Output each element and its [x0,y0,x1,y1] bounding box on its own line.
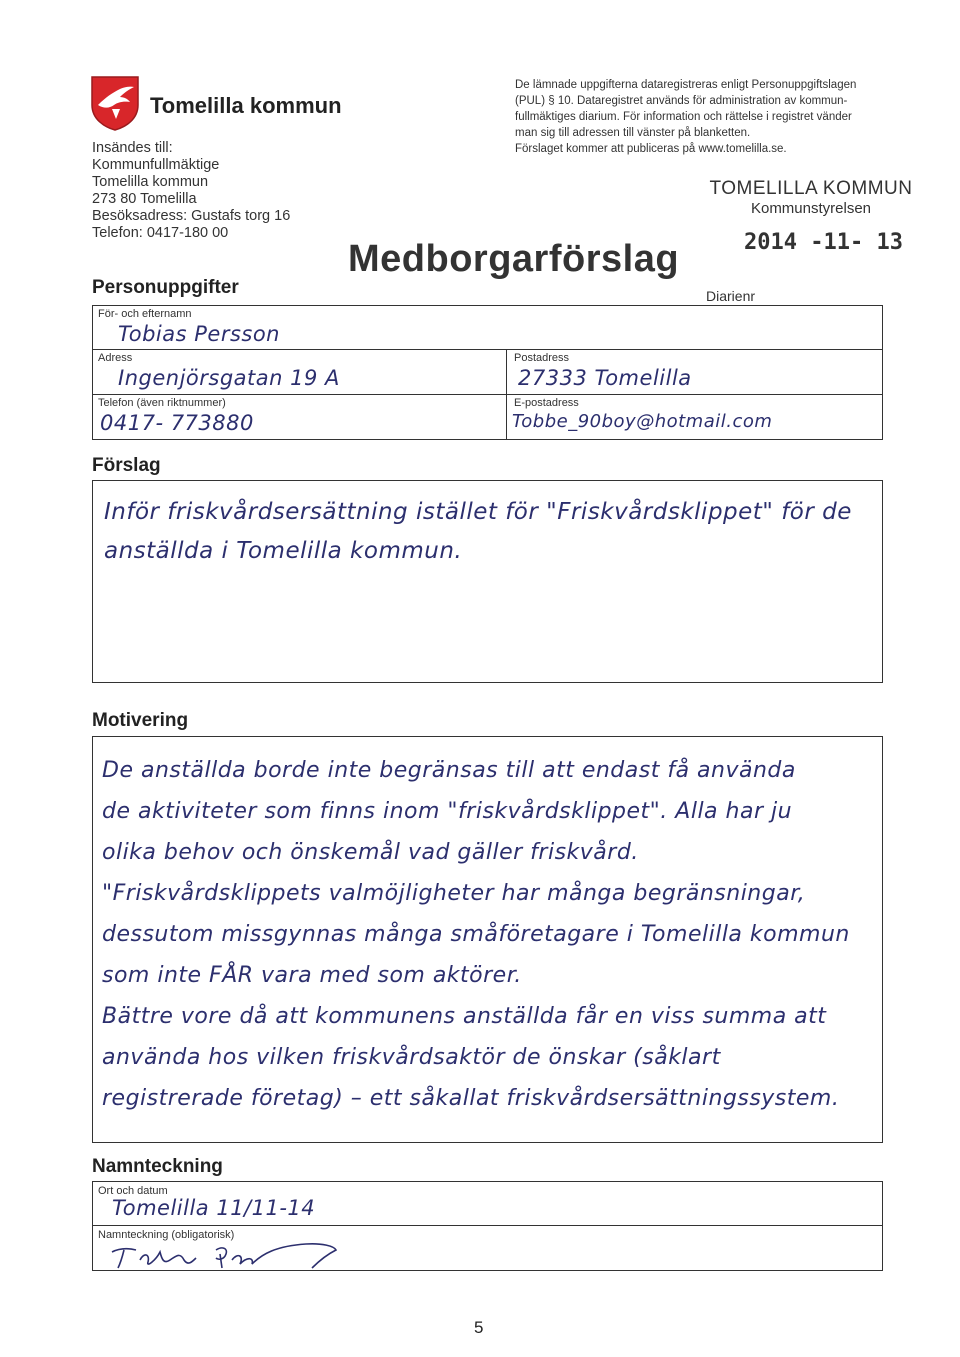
motivation-line: använda hos vilken friskvårdsaktör de önskar (såklart [102,1045,721,1070]
sender-line: Telefon: 0417-180 00 [92,225,229,241]
divider [92,394,883,395]
signature-heading: Namnteckning [92,1156,223,1177]
notice-line: Förslaget kommer att publiceras på www.tomelilla.se. [515,143,787,155]
postal-label: Postadress [514,352,570,364]
sender-line: 273 80 Tomelilla [92,191,197,207]
handwritten-signature[interactable] [106,1238,346,1270]
email-label: E-postadress [514,397,579,409]
notice-line: fullmäktiges diarium. För information och rättelse i registret vänder [515,111,852,123]
proposal-text[interactable] [104,493,874,571]
stamp-date: 2014 -11- 13 [744,230,903,255]
proposal-line: Inför friskvårdsersättning istället för "Friskvårdsklippet" för de [104,499,852,525]
received-stamp [706,178,916,217]
address-label: Adress [98,352,133,364]
name-field[interactable]: Tobias Persson [118,322,280,346]
personal-heading: Personuppgifter [92,277,239,298]
motivation-line: De anställda borde inte begränsas till att endast få använda [102,758,796,783]
diarienr-label: Diarienr [706,288,756,304]
motivation-line: olika behov och önskemål vad gäller friskvård. [102,840,639,865]
proposal-line: anställda i Tomelilla kommun. [104,538,463,564]
form-title: Medborgarförslag [348,238,680,280]
motivation-heading: Motivering [92,710,189,731]
stamp-dept: Kommunstyrelsen [750,200,872,217]
motivation-line: dessutom missgynnas många småföretagare i Tomelilla kommun [102,922,850,947]
municipality-brand: Tomelilla kommun [150,93,342,118]
motivation-line: registrerade företag) – ett såkallat friskvårdsersättningssystem. [102,1086,840,1111]
email-field[interactable]: Tobbe_90boy@hotmail.com [512,411,773,432]
divider [92,349,883,350]
name-label: För- och efternamn [98,308,192,320]
phone-label: Telefon (även riktnummer) [98,397,226,409]
divider [506,349,507,439]
stamp-org: TOMELILLA KOMMUN [709,178,913,199]
sender-line: Kommunfullmäktige [92,157,220,173]
motivation-text[interactable] [102,750,877,1119]
notice-line: man sig till adressen till vänster på blanketten. [515,127,751,139]
place-date-label: Ort och datum [98,1185,168,1197]
motivation-line: de aktiviteter som finns inom "friskvårdsklippet". Alla har ju [102,799,793,824]
sender-line: Insändes till: [92,140,173,156]
signature-label: Namnteckning (obligatorisk) [98,1229,235,1241]
motivation-line: som inte FÅR vara med som aktörer. [102,963,522,988]
phone-field[interactable]: 0417- 773880 [100,411,254,435]
divider [92,1225,883,1226]
notice-line: (PUL) § 10. Dataregistret används för administration av kommun- [515,95,848,107]
place-date-field[interactable]: Tomelilla 11/11-14 [112,1196,316,1220]
postal-field[interactable]: 27333 Tomelilla [518,366,692,390]
sender-line: Tomelilla kommun [92,174,209,190]
sender-address [92,140,290,242]
coat-of-arms-icon [90,75,140,131]
sender-line: Besöksadress: Gustafs torg 16 [92,208,291,224]
data-protection-notice [515,77,875,157]
address-field[interactable]: Ingenjörsgatan 19 A [118,366,340,390]
motivation-line: Bättre vore då att kommunens anställda får en viss summa att [102,1004,827,1029]
notice-line: De lämnade uppgifterna dataregistreras enligt Personuppgiftslagen [515,79,857,91]
motivation-line: "Friskvårdsklippets valmöjligheter har många begränsningar, [102,881,806,906]
page-number: 5 [474,1318,484,1337]
proposal-heading: Förslag [92,455,161,476]
